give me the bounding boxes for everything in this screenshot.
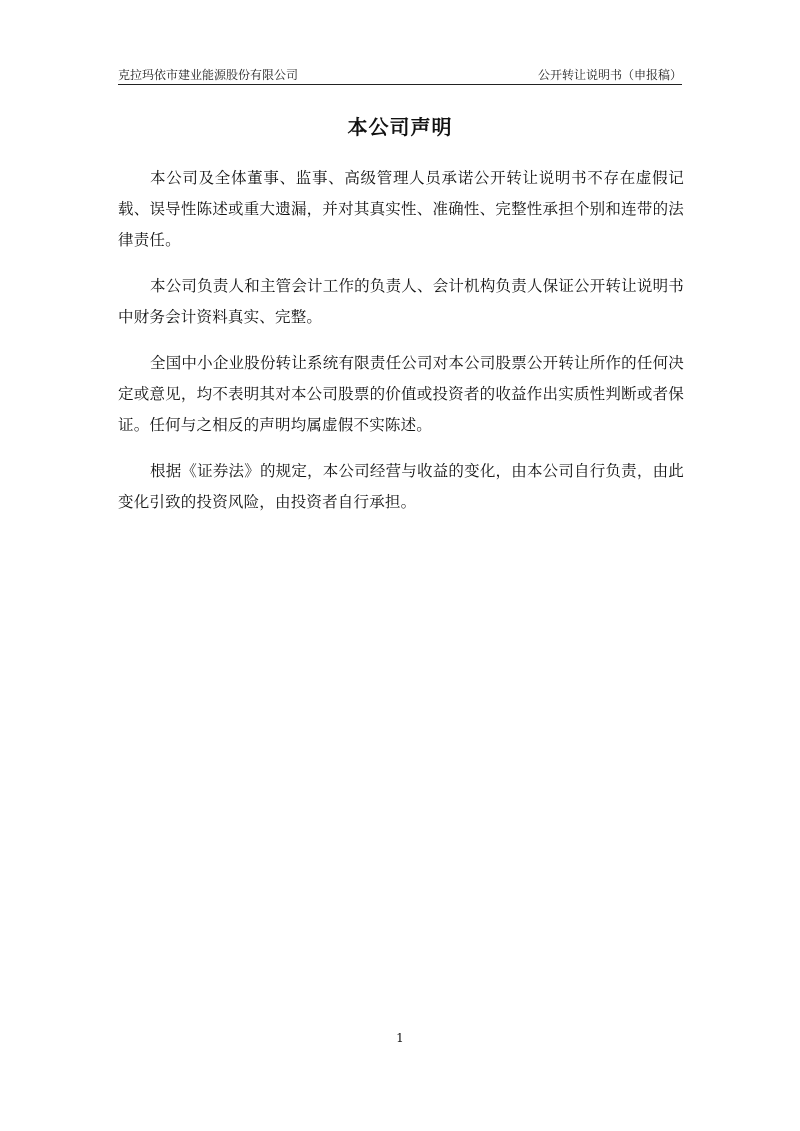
statement-paragraph-3: 全国中小企业股份转让系统有限责任公司对本公司股票公开转让所作的任何决定或意见，均不表明其对本公司股票的价值或投资者的收益作出实质性判断或者保证。任何与之相反的声明均属虚假不实陈述。 [118,354,684,434]
statement-paragraph-4: 根据《证券法》的规定，本公司经营与收益的变化，由本公司自行负责，由此变化引致的投资风险，由投资者自行承担。 [118,462,684,511]
header-company-name: 克拉玛依市建业能源股份有限公司 [118,68,299,82]
statement-body [118,163,684,533]
page-number: 1 [396,1031,404,1045]
header-divider [118,84,682,85]
page-header [118,66,682,84]
header-document-title: 公开转让说明书（申报稿） [537,68,682,82]
statement-paragraph-1: 本公司及全体董事、监事、高级管理人员承诺公开转让说明书不存在虚假记载、误导性陈述或重大遗漏，并对其真实性、准确性、完整性承担个别和连带的法律责任。 [118,169,684,249]
page-title: 本公司声明 [347,115,453,139]
statement-paragraph-2: 本公司负责人和主管会计工作的负责人、会计机构负责人保证公开转让说明书中财务会计资料真实、完整。 [118,277,684,326]
